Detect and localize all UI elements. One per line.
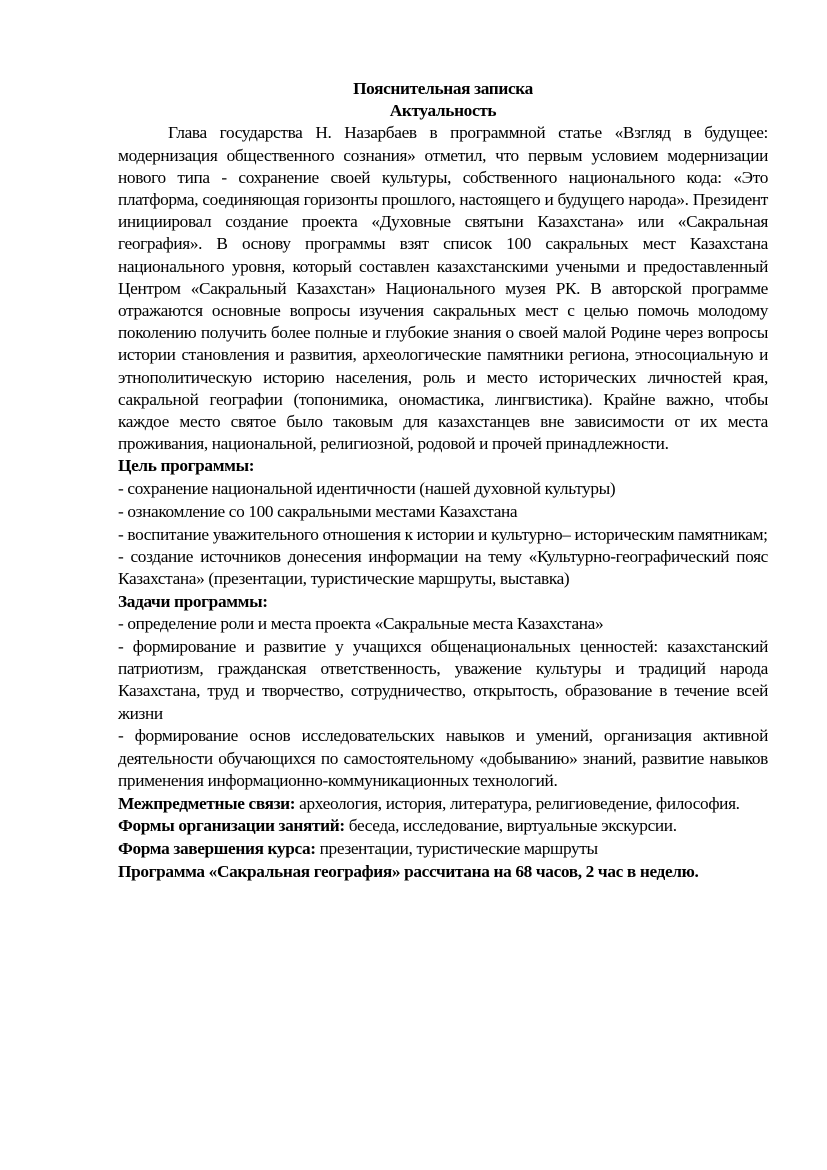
interdisciplinary-label: Межпредметные связи: (118, 793, 296, 813)
lesson-forms-label: Формы организации занятий: (118, 816, 345, 836)
document-title: Пояснительная записка (353, 79, 533, 98)
course-completion-text: презентации, туристические маршруты (315, 838, 598, 858)
program-summary (118, 861, 768, 883)
task-item: - формирование и развитие у учащихся общенациональных ценностей: казахстанский патриотизм, гражданская ответственность, уважение культуры и традиций народа Казахстана, труд и творчество, сотрудничество, открытость, образование в течение всей жизни (118, 637, 768, 723)
goals-heading (118, 455, 768, 477)
section-heading-relevance: Актуальность (389, 101, 497, 121)
lesson-forms (118, 815, 768, 837)
lesson-forms-text: беседа, исследование, виртуальные экскурсии. (344, 816, 677, 836)
goal-item: - ознакомление со 100 сакральными местами Казахстана (118, 501, 518, 521)
interdisciplinary-links (118, 793, 768, 815)
task-item: - определение роли и места проекта «Сакральные места Казахстана» (118, 614, 604, 634)
goal-item: - создание источников донесения информации на тему «Культурно-географический пояс Казахстана» (презентации, туристические маршруты, выставка) (118, 547, 768, 589)
task-item: - формирование основ исследовательских навыков и умений, организация активной деятельности обучающихся по самостоятельному «добыванию» знаний, развитие навыков применения информационно-коммуникационных технологий. (118, 726, 768, 790)
intro-paragraph: Глава государства Н. Назарбаев в программной статье «Взгляд в будущее: модернизация общественного сознания» отметил, что первым условием модернизации нового типа - сохранение своей культуры, собственного национального кода: «Это платформа, соединяющая горизонты прошлого, настоящего и будущего народа». Президент инициировал создание проекта «Духовные святыни Казахстана» или «Сакральная география». В основу программы взят список 100 сакральных мест Казахстана национального уровня, который составлен казахстанскими учеными и предоставленный Центром «Сакральный Казахстан» Национального музея РК. В авторской программе отражаются основные вопросы изучения сакральных мест с целью помочь молодому поколению получить более полные и глубокие знания о своей малой Родине через вопросы истории становления и развития, археологические памятники региона, этносоциальную и этнополитическую историю населения, роль и место исторических личностей края, сакральной географии (топонимика, ономастика, лингвистика). Крайне важно, чтобы каждое место святое было таковым для казахстанцев вне зависимости от их места проживания, национальной, религиозной, родовой и прочей принадлежности. (118, 123, 768, 454)
goal-item: - сохранение национальной идентичности (нашей духовной культуры) (118, 479, 616, 499)
goals-heading-text: Цель программы: (118, 456, 255, 476)
tasks-heading (118, 591, 768, 613)
goal-item: - воспитание уважительного отношения к истории и культурно– историческим памятникам; (118, 524, 768, 544)
tasks-heading-text: Задачи программы: (118, 591, 268, 611)
course-completion-label: Форма завершения курса: (118, 838, 316, 858)
interdisciplinary-text: археология, история, литература, религиоведение, философия. (295, 793, 740, 813)
document-page (118, 78, 768, 883)
course-completion (118, 838, 768, 860)
program-summary-text: Программа «Сакральная география» рассчитана на 68 часов, 2 час в неделю. (118, 861, 699, 881)
